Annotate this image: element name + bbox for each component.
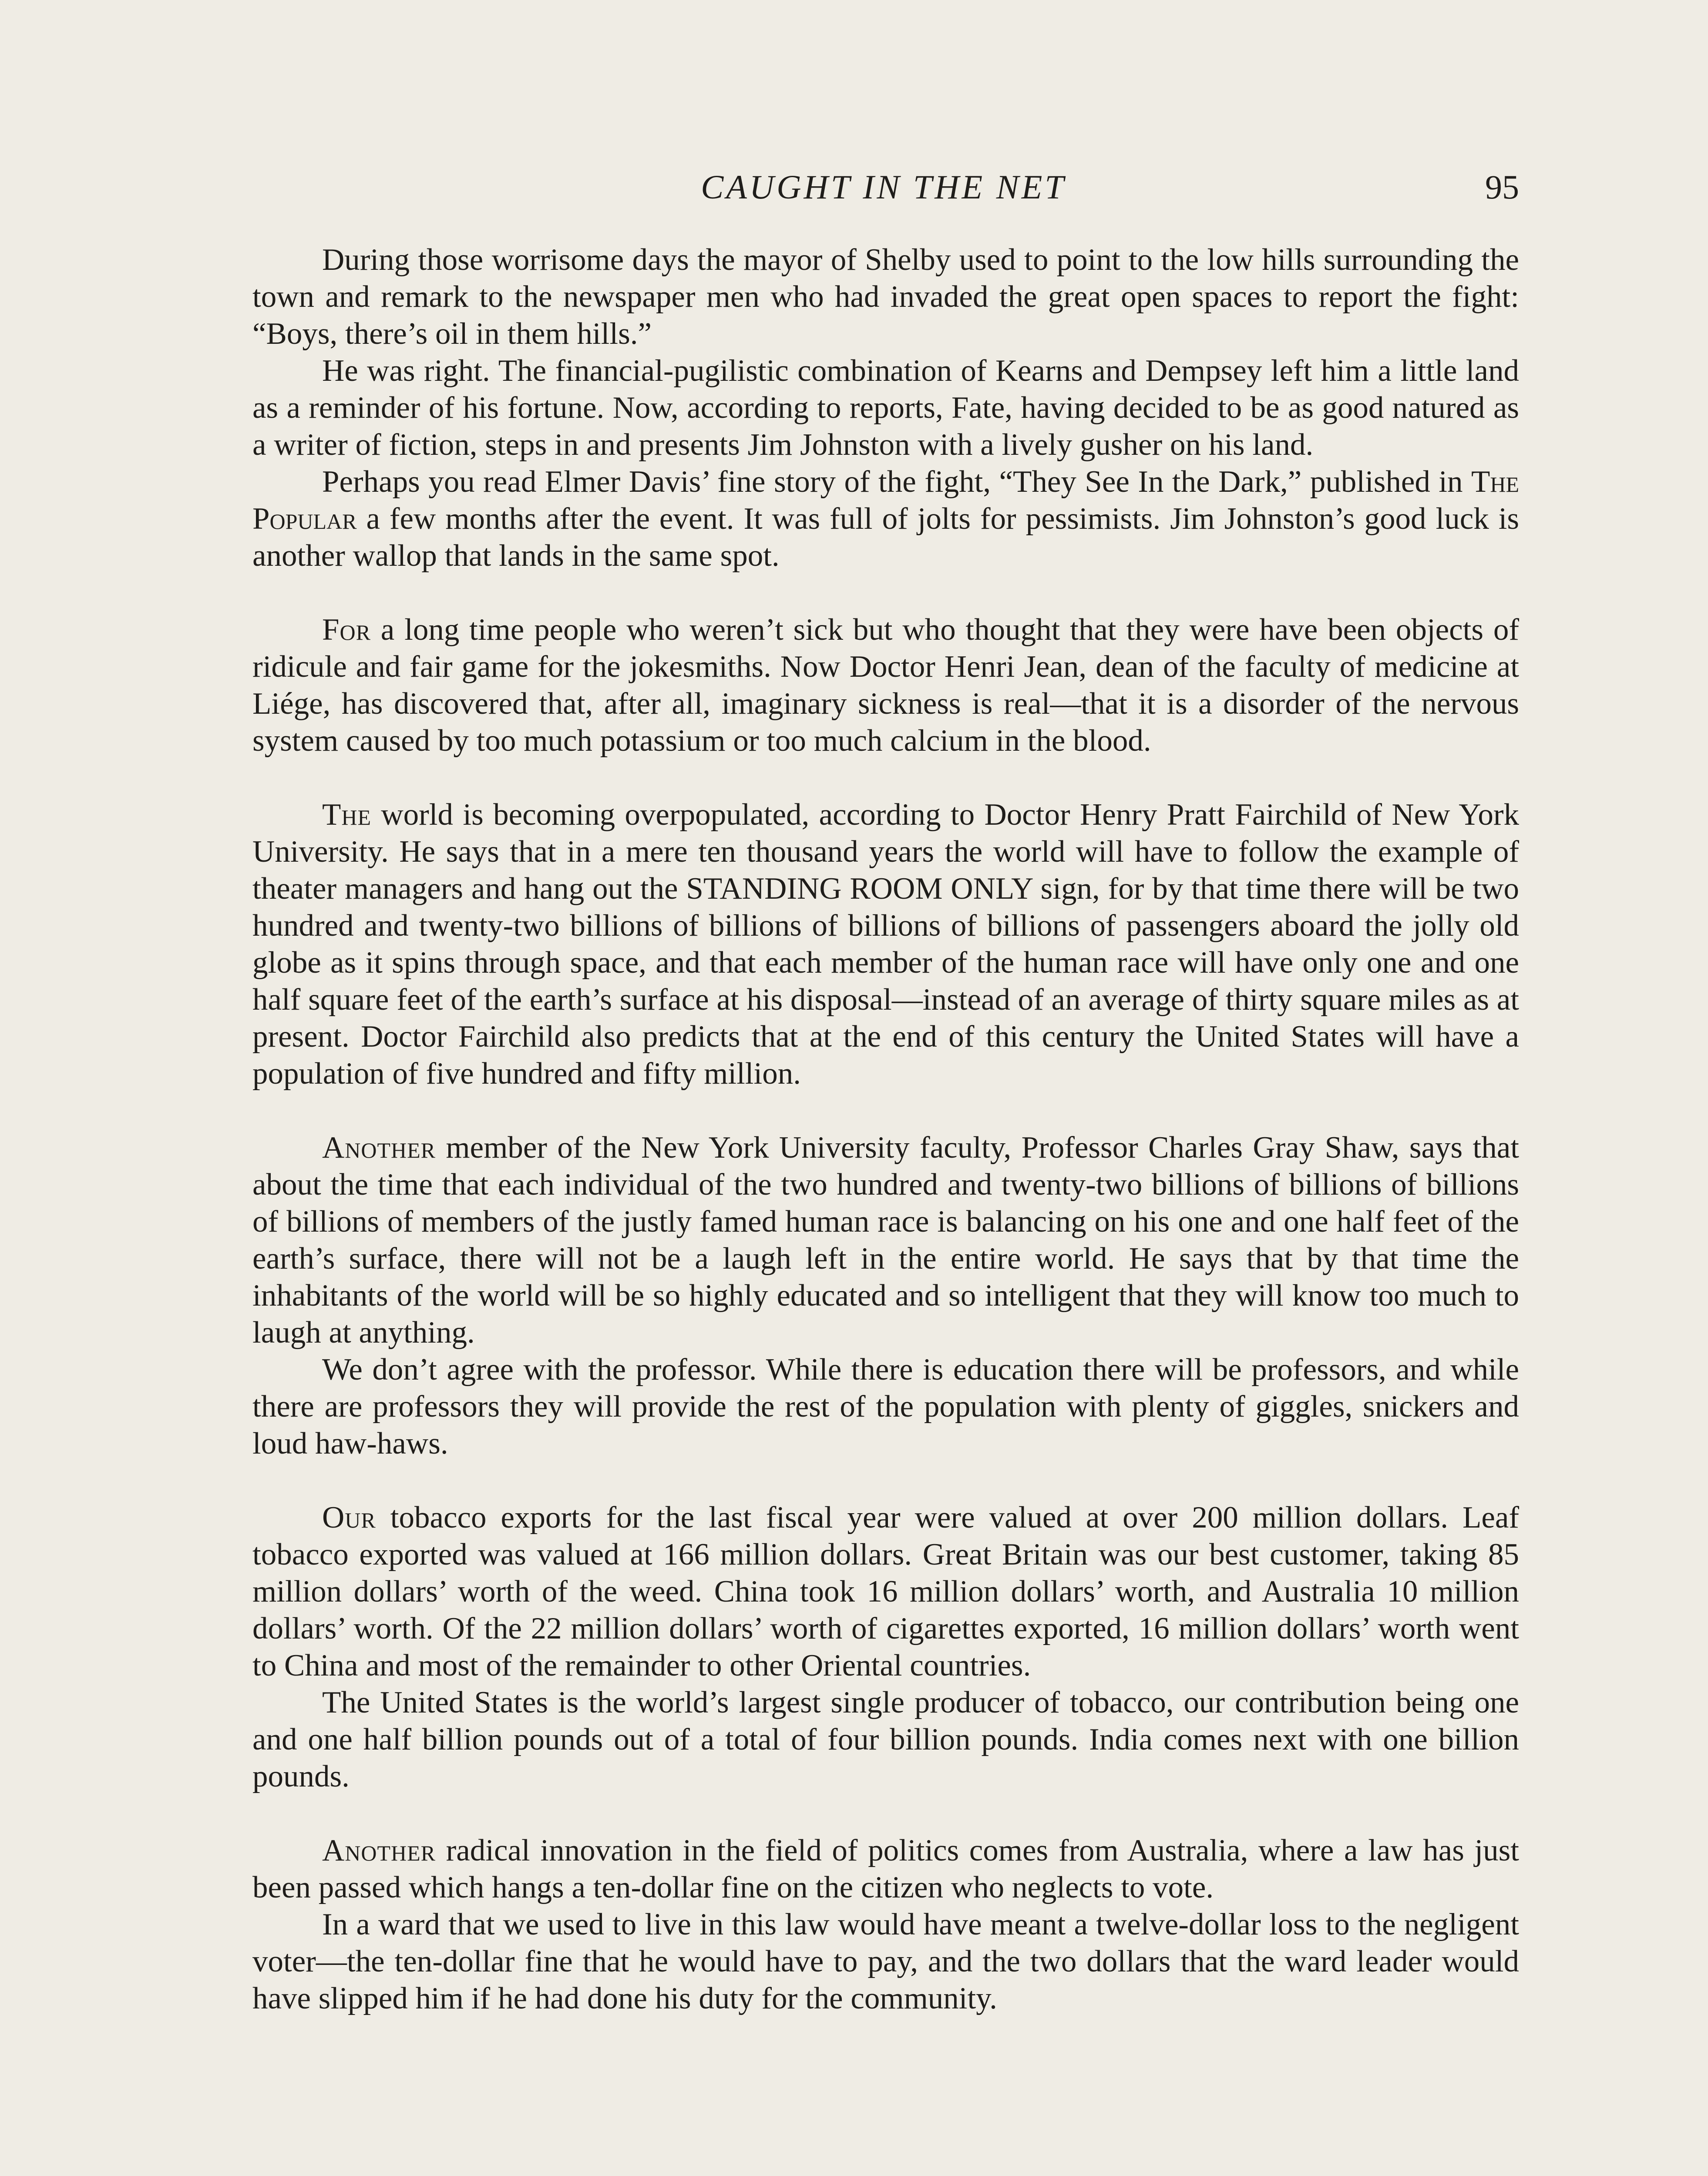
section-shelby-oil [252, 242, 1519, 574]
lead-word: Another [322, 1833, 436, 1867]
page-number: 95 [1485, 168, 1519, 206]
paragraph [252, 1684, 1519, 1795]
paragraph [252, 353, 1519, 463]
paragraph [252, 796, 1519, 1092]
paragraph [252, 242, 1519, 353]
paragraph [252, 1499, 1519, 1684]
paragraph-text: member of the New York University faculty, Professor Charles Gray Shaw, says that about the time that each individual of the two hundred and twenty-two billions of billions of billions of billions of members of the justly famed human race is balancing on his one and one half feet of the earth’s surface, there will not be a laugh left in the entire world. He says that by that time the inhabitants of the world will be so highly educated and so intelligent that they will know too much to laugh at anything. [252, 1131, 1519, 1350]
paragraph-text: world is becoming overpopulated, according to Doctor Henry Pratt Fairchild of New York University. He says that in a mere ten thousand years the world will have to follow the example of theater managers and hang out the STANDING ROOM ONLY sign, for by that time there will be two hundred and twenty-two billions of billions of billions of billions of passengers aboard the jolly old globe as it spins through space, and that each member of the human race will have only one and one half square feet of the earth’s surface at his disposal—instead of an average of thirty square miles as at present. Doctor Fairchild also predicts that at the end of this century the United States will have a population of five hundred and fifty million. [252, 798, 1519, 1091]
lead-word: The [322, 798, 372, 832]
paragraph-text: a long time people who weren’t sick but who thought that they were have been objects of ridicule and fair game for the jokesmiths. Now Doctor Henri Jean, dean of the faculty of medicine at Liége, has discovered that, after all, imaginary sickness is real—that it is a disorder of the nervous system caused by too much potassium or too much calcium in the blood. [252, 613, 1519, 758]
section-overpopulation [252, 796, 1519, 1092]
lead-word: For [322, 613, 371, 647]
paragraph [252, 1906, 1519, 2017]
paragraph-text: He was right. The financial-pugilistic combination of Kearns and Dempsey left him a little land as a reminder of his fortune. Now, according to reports, Fate, having decided to be as good natured as a writer of fiction, steps in and presents Jim Johnston with a lively gusher on his land. [252, 354, 1519, 462]
paragraph-text: tobacco exports for the last fiscal year were valued at over 200 million dollars. Leaf tobacco exported was valued at 166 million dollars. Great Britain was our best customer, taking 85 million dollars’ worth of the weed. China took 16 million dollars’ worth, and Australia 10 million dollars’ worth. Of the 22 million dollars’ worth of cigarettes exported, 16 million dollars’ worth went to China and most of the remainder to other Oriental countries. [252, 1501, 1519, 1682]
paragraph-text: During those worrisome days the mayor of Shelby used to point to the low hills surrounding the town and remark to the newspaper men who had invaded the great open spaces to report the fight: “Boys, there’s oil in them hills.” [252, 243, 1519, 351]
section-laughter [252, 1129, 1519, 1462]
section-voting-fine [252, 1832, 1519, 2017]
paragraph-text: In a ward that we used to live in this law would have meant a twelve-dollar loss to the negligent voter—the ten-dollar fine that he would have to pay, and the two dollars that the ward leader would have slipped him if he had done his duty for the community. [252, 1907, 1519, 2015]
paragraph [252, 1129, 1519, 1351]
section-imaginary-sickness [252, 611, 1519, 759]
paragraph [252, 463, 1519, 574]
section-tobacco [252, 1499, 1519, 1795]
running-title: CAUGHT IN THE NET [701, 168, 1066, 206]
paragraph-text: We don’t agree with the professor. While there is education there will be professors, and while there are professors they will provide the rest of the population with plenty of giggles, snickers and loud haw-haws. [252, 1353, 1519, 1461]
paragraph-text: a few months after the event. It was full of jolts for pessimists. Jim Johnston’s good luck is another wallop that lands in the same spot. [252, 502, 1519, 573]
paragraph-text: radical innovation in the field of politics comes from Australia, where a law has just been passed which hangs a ten-dollar fine on the citizen who neglects to vote. [252, 1833, 1519, 1904]
paragraph-text: The United States is the world’s largest single producer of tobacco, our contribution being one and one half billion pounds out of a total of four billion pounds. India comes next with one billion pounds. [252, 1686, 1519, 1793]
paragraph [252, 1351, 1519, 1462]
magazine-name: The Popular [252, 465, 1519, 536]
lead-word: Our [322, 1501, 376, 1535]
lead-word: Another [322, 1131, 436, 1165]
paragraph [252, 611, 1519, 759]
article-body [252, 242, 1519, 2054]
paragraph-text: Perhaps you read Elmer Davis’ fine story of the fight, “They See In the Dark,” published in [322, 465, 1471, 499]
running-head [252, 161, 1519, 213]
paragraph [252, 1832, 1519, 1906]
